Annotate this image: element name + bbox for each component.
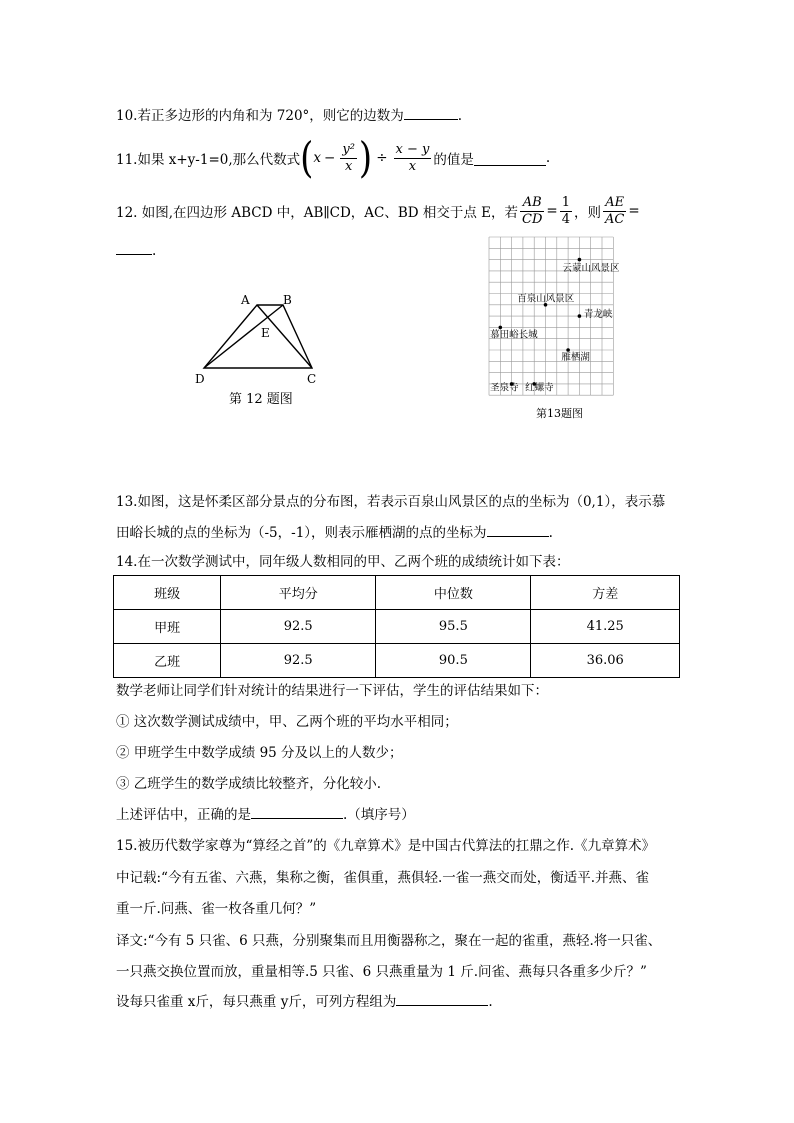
cell: 92.5 [221, 644, 376, 678]
map-point [578, 258, 582, 262]
cell: 41.25 [531, 610, 680, 644]
q11-answer-blank[interactable] [474, 151, 546, 166]
header-variance: 方差 [531, 576, 680, 610]
map-point-label: 青龙峡 [583, 309, 613, 321]
q14-item-1: ① 这次数学测试成绩中，甲、乙两个班的平均水平相同； [116, 714, 458, 730]
label-c: C [307, 372, 317, 386]
q11-minus: − [324, 150, 336, 166]
question-13-line-2 [116, 521, 553, 541]
figure-13-caption: 第13题图 [536, 407, 583, 420]
q12-fraction-ab-cd [520, 195, 544, 228]
map-point-label: 百泉山风景区 [517, 293, 575, 305]
q15-line-1: 15.被历代数学家尊为“算经之首”的《九章算术》是中国古代算法的扛鼎之作.《九章算术》 [116, 838, 656, 854]
q12-f3-numerator: AE [603, 195, 626, 212]
q12-mid: ，则 [574, 205, 601, 221]
q12-fraction-one-quarter [560, 195, 572, 228]
q11-f2-denominator: x [408, 158, 417, 174]
q15-line-5: 一只燕交换位置而放，重量相等.5 只雀、6 只燕重量为 1 斤.问雀、燕每只各重多少斤？” [116, 964, 647, 980]
q10-answer-blank[interactable] [404, 105, 458, 120]
q15-line-4: 译文:“今有 5 只雀、6 只燕，分别聚集而且用衡器称之，聚在一起的雀重，燕轻.将一只雀、 [116, 933, 662, 949]
left-paren: ( [300, 133, 314, 183]
quadrilateral-abcd [204, 305, 312, 368]
q11-f1-denominator: x [344, 158, 353, 174]
q14-intro: 14.在一次数学测试中，同年级人数相同的甲、乙两个班的成绩统计如下表： [116, 554, 570, 570]
cell: 90.5 [376, 644, 531, 678]
q14-eval-intro: 数学老师让同学们针对统计的结果进行一下评估，学生的评估结果如下： [116, 683, 548, 699]
score-table [113, 575, 680, 678]
q15-answer-blank[interactable] [396, 991, 488, 1006]
q11-f1-numerator: y² [342, 141, 355, 157]
map-point-label: 红螺寺 [525, 382, 554, 394]
cell: 乙班 [114, 644, 221, 678]
table-row [114, 610, 680, 644]
header-class: 班级 [114, 576, 221, 610]
q13-line-2-text: 田峪长城的点的坐标为（-5，-1），则表示雁栖湖的点的坐标为 [116, 525, 487, 541]
q11-fraction-2 [394, 142, 432, 175]
q14-question: 上述评估中，正确的是 [116, 807, 251, 823]
q14-question-end: .（填序号） [343, 807, 415, 823]
q12-f2-numerator: 1 [561, 194, 570, 210]
q12-f2-denominator: 4 [561, 211, 570, 227]
map-point [578, 314, 582, 318]
q10-text: 10.若正多边形的内角和为 720°，则它的边数为 [116, 108, 404, 124]
q12-end: . [152, 243, 157, 259]
table-header-row [114, 576, 680, 610]
q11-f2-numerator: x − y [395, 141, 430, 157]
label-d: D [195, 372, 205, 386]
q12-equals-2: = [628, 203, 640, 219]
q12-f1-numerator: AB [520, 195, 544, 212]
q15-line-2: 中记载:“今有五雀、六燕，集称之衡，雀俱重，燕俱轻.一雀一燕交而处，衡适平.并燕、雀 [116, 870, 650, 886]
q11-x: x [313, 150, 322, 166]
q11-end: . [545, 150, 551, 166]
diagonal-bd [204, 305, 283, 368]
question-15-ask [116, 990, 493, 1010]
map-point-label: 慕田峪长城 [490, 329, 538, 341]
q10-end: . [457, 108, 463, 124]
q12-equals: = [546, 203, 558, 219]
q12-answer-line [116, 240, 156, 259]
header-median: 中位数 [376, 576, 531, 610]
figure-12-caption: 第 12 题图 [229, 392, 293, 407]
q14-item-3: ③ 乙班学生的数学成绩比较整齐，分化较小. [116, 776, 382, 792]
map-points [490, 258, 620, 394]
map-point-label: 圣泉寺 [490, 382, 519, 394]
table-row [114, 644, 680, 678]
q13-answer-blank[interactable] [487, 522, 549, 537]
cell: 92.5 [221, 610, 376, 644]
label-a: A [241, 293, 250, 307]
q13-end: . [548, 525, 553, 541]
figure-13-map [487, 235, 620, 403]
q14-answer-blank[interactable] [251, 804, 343, 819]
q12-f3-denominator: AC [605, 211, 625, 227]
question-12 [116, 191, 640, 231]
q15-end: . [488, 994, 493, 1010]
q12-f1-denominator: CD [522, 211, 543, 227]
q11-suffix: 的值是 [433, 152, 474, 168]
cell: 甲班 [114, 610, 221, 644]
label-e: E [261, 326, 270, 340]
q11-divide: ÷ [376, 150, 388, 166]
q12-fraction-ae-ac [603, 195, 626, 228]
q12-prefix: 12. 如图,在四边形 ABCD 中，AB∥CD，AC、BD 相交于点 E，若 [116, 205, 519, 221]
question-11 [116, 133, 551, 183]
q11-fraction-1 [340, 142, 357, 175]
cell: 95.5 [376, 610, 531, 644]
q12-answer-blank[interactable] [116, 240, 152, 255]
header-mean: 平均分 [221, 576, 376, 610]
q15-line-3: 重一斤.问燕、雀一枚各重几何？” [116, 901, 317, 917]
q15-line-6: 设每只雀重 x斤，每只燕重 y斤，可列方程组为 [116, 994, 397, 1010]
q14-item-2: ② 甲班学生中数学成绩 95 分及以上的人数少； [116, 745, 403, 761]
q13-line-1: 13.如图，这是怀柔区部分景点的分布图，若表示百泉山风景区的点的坐标为（0,1），表示慕 [116, 494, 666, 510]
label-b: B [283, 293, 292, 307]
q11-prefix: 11.如果 x+y-1=0,那么代数式 [116, 152, 301, 168]
right-paren: ) [358, 133, 373, 183]
map-point-label: 雁栖湖 [561, 352, 590, 364]
question-14-ask [116, 803, 415, 823]
cell: 36.06 [531, 644, 680, 678]
map-point-label: 云蒙山风景区 [562, 262, 620, 274]
question-10 [116, 104, 462, 124]
